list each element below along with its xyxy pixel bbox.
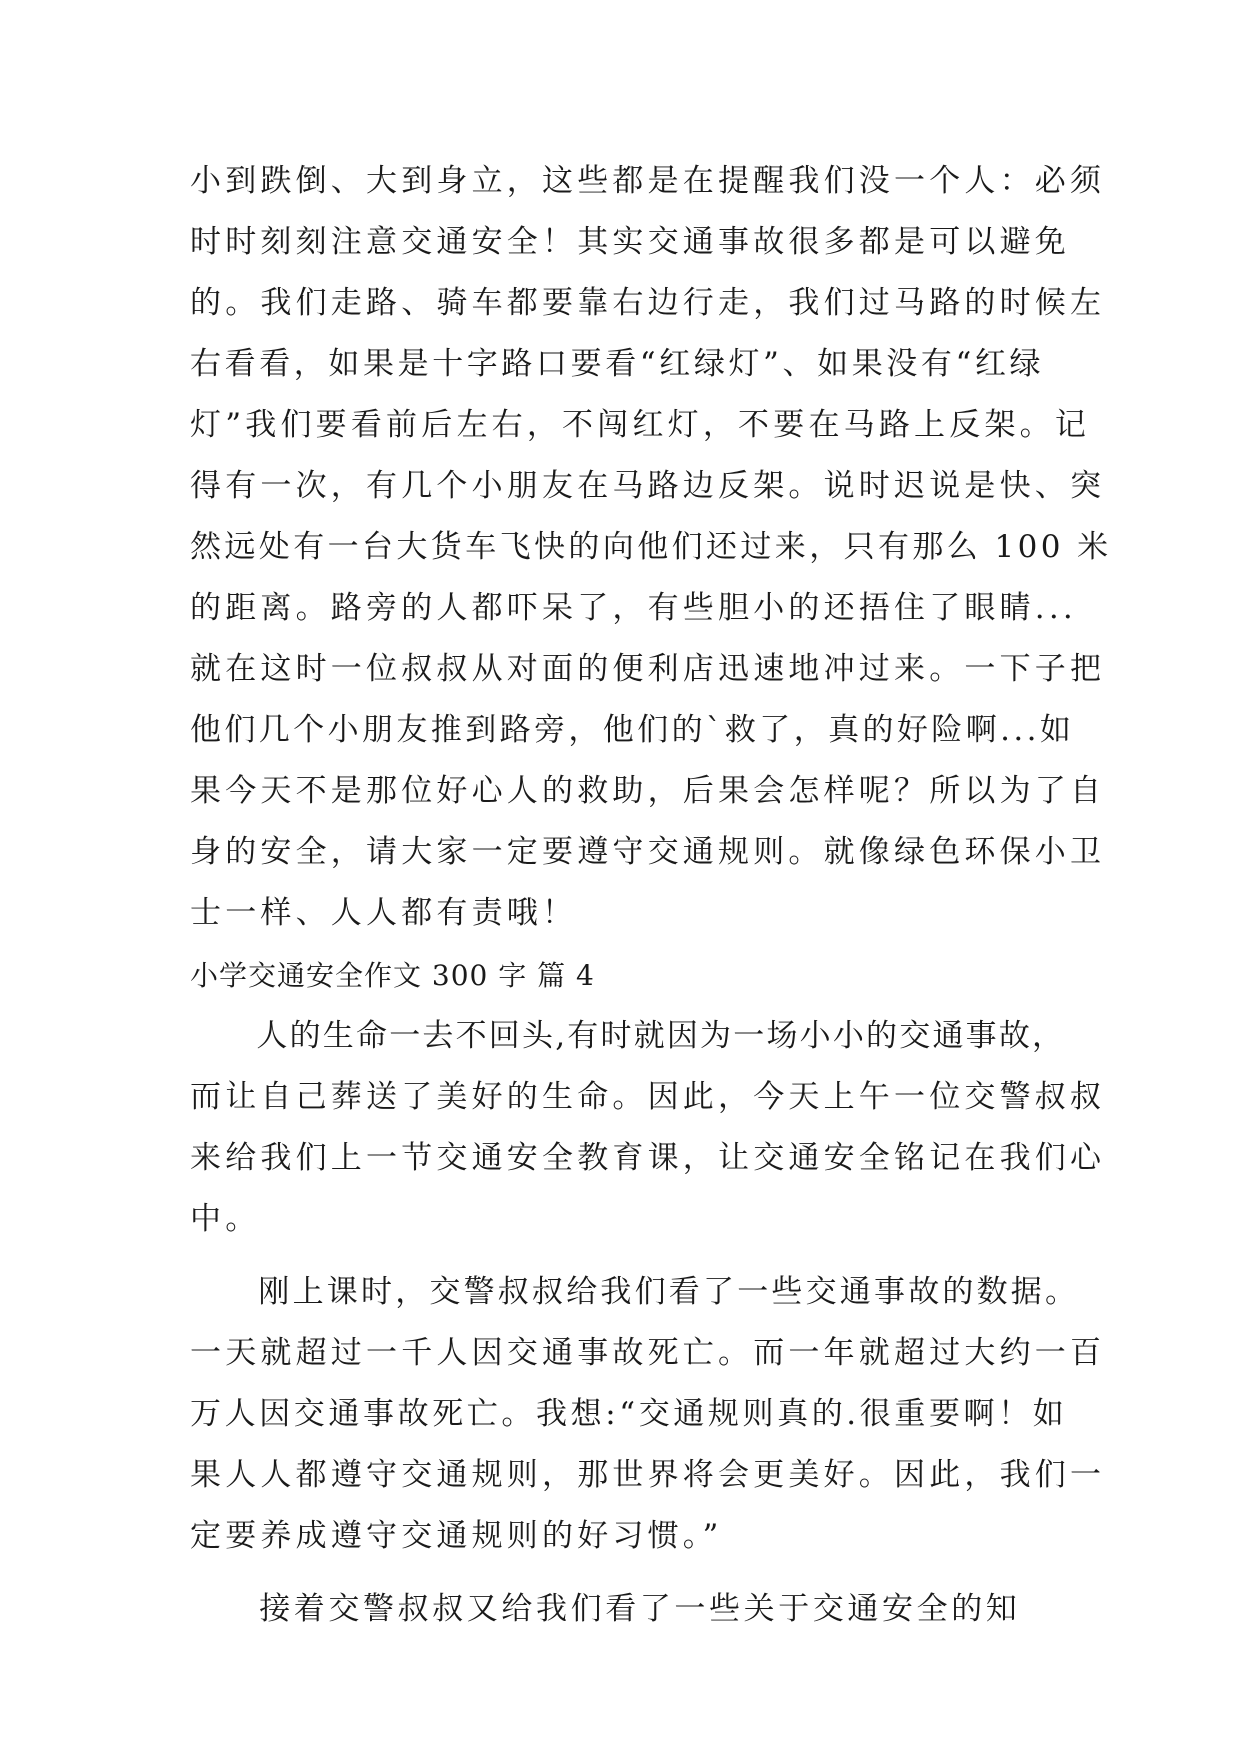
text-line: 接着交警叔叔又给我们看了一些关于交通安全的知 xyxy=(190,1591,1021,1627)
text-line: 的距离。路旁的人都吓呆了，有些胆小的还捂住了眼睛... xyxy=(190,590,1077,626)
text-line: 一天就超过一千人因交通事故死亡。而一年就超过大约一百 xyxy=(190,1335,1106,1371)
text-line: 灯”我们要看前后左右，不闯红灯，不要在马路上反架。记 xyxy=(190,407,1091,443)
text-line: 中。 xyxy=(190,1201,261,1237)
text-line: 小到跌倒、大到身立，这些都是在提醒我们没一个人：必须 xyxy=(190,163,1106,199)
text-line: 得有一次，有几个小朋友在马路边反架。说时迟说是快、突 xyxy=(190,468,1106,504)
text-line: 刚上课时，交警叔叔给我们看了一些交通事故的数据。 xyxy=(190,1274,1080,1310)
text-line: 然远处有一台大货车飞快的向他们还过来，只有那么 100 米 xyxy=(190,529,1112,565)
text-line: 身的安全，请大家一定要遵守交通规则。就像绿色环保小卫 xyxy=(190,834,1106,870)
text-line: 人的生命一去不回头,有时就因为一场小小的交通事故， xyxy=(190,1018,1066,1054)
text-line: 果今天不是那位好心人的救助，后果会怎样呢？所以为了自 xyxy=(190,773,1106,809)
text-line: 的。我们走路、骑车都要靠右边行走，我们过马路的时候左 xyxy=(190,285,1106,321)
text-line: 万人因交通事故死亡。我想:“交通规则真的.很重要啊！如 xyxy=(190,1396,1068,1432)
text-line: 而让自己葬送了美好的生命。因此，今天上午一位交警叔叔 xyxy=(190,1079,1106,1115)
text-line: 右看看，如果是十字路口要看“红绿灯”、如果没有“红绿 xyxy=(190,346,1045,382)
text-line: 来给我们上一节交通安全教育课，让交通安全铭记在我们心 xyxy=(190,1140,1106,1176)
section-heading: 小学交通安全作文 300 字 篇 4 xyxy=(190,959,595,992)
text-line: 士一样、人人都有责哦！ xyxy=(190,895,578,931)
text-line: 他们几个小朋友推到路旁，他们的`救了，真的好险啊...如 xyxy=(190,712,1075,748)
text-line: 就在这时一位叔叔从对面的便利店迅速地冲过来。一下子把 xyxy=(190,651,1106,687)
text-line: 时时刻刻注意交通安全！其实交通事故很多都是可以避免 xyxy=(190,224,1070,260)
text-line: 定要养成遵守交通规则的好习惯。” xyxy=(190,1518,723,1554)
text-line: 果人人都遵守交通规则，那世界将会更美好。因此，我们一 xyxy=(190,1457,1106,1493)
